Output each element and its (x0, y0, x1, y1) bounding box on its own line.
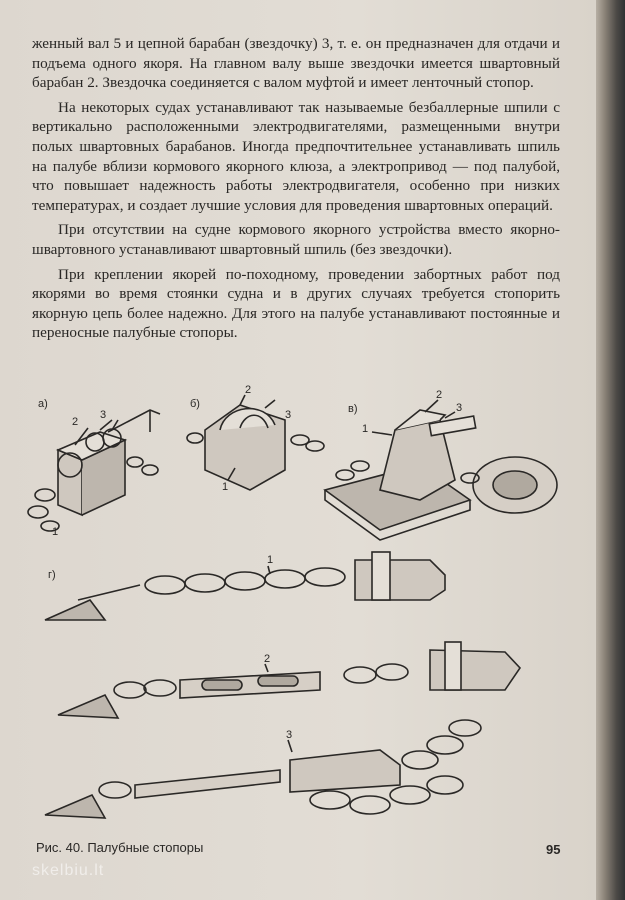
part-number: 1 (362, 423, 369, 435)
part-number: 1 (267, 554, 274, 566)
part-number: 2 (436, 389, 443, 401)
figure-caption: Рис. 40. Палубные стопоры (36, 840, 204, 855)
part-number: 3 (100, 409, 107, 421)
paragraph: На некоторых судах устанавливают так называемые безбаллерные шпили с вертикально расположенными электродвигателями, размещенными внутри полых швартовных барабанов. Иногда предпочтительнее устанавливать шпиль на палубе вблизи кормового якорного клюза, а электропривод — под палубой, что повышает надежность работы электродвигателя, особенно при низких температурах, и создает лучшие условия для проведения швартовных операций. (32, 98, 560, 214)
part-number: 3 (456, 402, 463, 414)
part-number: 2 (72, 416, 79, 428)
stopper-v-illustration (325, 400, 557, 540)
page-number: 95 (546, 842, 561, 857)
part-number: 2 (264, 653, 271, 665)
panel-label-b: б) (190, 398, 200, 410)
stopper-a-illustration (28, 410, 160, 531)
part-number: 3 (285, 409, 292, 421)
part-number: 3 (286, 729, 293, 741)
stopper-b-illustration (187, 395, 324, 490)
paragraph: При отсутствии на судне кормового якорного устройства вместо якорно-швартовного устанавливают швартовный шпиль (без звездочки). (32, 221, 560, 258)
watermark: skelbiu.lt (32, 862, 105, 879)
part-number: 1 (52, 526, 59, 538)
stopper-g1-illustration (45, 552, 445, 620)
panel-label-a: а) (38, 398, 48, 410)
panel-label-v: в) (348, 403, 358, 415)
paragraph: При креплении якорей по-походному, проведении забортных работ под якорями во время стоянки судна и в других случаях требуется стопорить якорную цепь более надежно. Для этого на палубе устанавливают постоянные и переносные палубные стопоры. (32, 265, 560, 342)
stopper-g3-illustration (45, 720, 481, 818)
part-number: 1 (222, 481, 229, 493)
paragraph: женный вал 5 и цепной барабан (звездочку) 3, т. е. он предназначен для отдачи и подъема одного якоря. На главном валу выше звездочки имеется швартовный барабан 2. Звездочка соединяется с валом муфтой и имеет ленточный стопор. (32, 35, 560, 92)
panel-label-g: г) (48, 569, 56, 581)
stopper-g2-illustration (58, 642, 520, 718)
book-spine (596, 0, 625, 900)
part-number: 2 (245, 384, 252, 396)
